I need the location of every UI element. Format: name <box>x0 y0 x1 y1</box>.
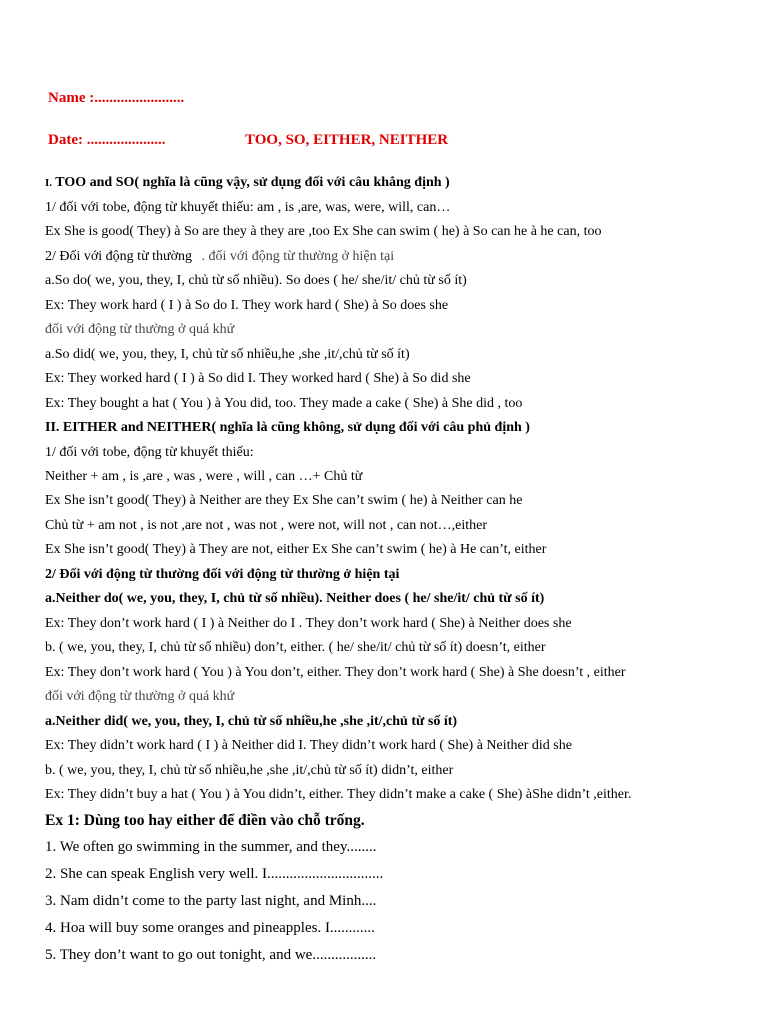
s1-line-2: Ex She is good( They) à So are they à they are ,too Ex She can swim ( he) à So can he à he can, too <box>45 224 602 239</box>
exercise-item: 1. We often go swimming in the summer, and they........ <box>45 839 377 855</box>
exercise-item: 4. Hoa will buy some oranges and pineapples. I............ <box>45 920 375 936</box>
section-1-heading <box>45 174 450 192</box>
s2-line-13: Ex: They didn’t work hard ( I ) à Neither did I. They didn’t work hard ( She) à Neither did she <box>45 738 572 753</box>
s1-line-4: a.So do( we, you, they, I, chủ từ số nhiều). So does ( he/ she/it/ chủ từ số ít) <box>45 273 467 288</box>
s2-line-14: b. ( we, you, they, I, chủ từ số nhiều,he ,she ,it/,chủ từ số ít) didn’t, either <box>45 763 454 778</box>
s2-line-9: b. ( we, you, they, I, chủ từ số nhiều) don’t, either. ( he/ she/it/ chủ từ số ít) doesn’t, either <box>45 640 546 655</box>
section-2-heading: II. EITHER and NEITHER( nghĩa là cũng không, sử dụng đối với câu phủ định ) <box>45 420 530 435</box>
s1-line-6: đối với động từ thường ở quá khứ <box>45 322 235 337</box>
worksheet-title: TOO, SO, EITHER, NEITHER <box>245 132 449 148</box>
s2-line-8: Ex: They don’t work hard ( I ) à Neither do I . They don’t work hard ( She) à Neither does she <box>45 616 572 631</box>
exercise-item: 5. They don’t want to go out tonight, and we................. <box>45 947 377 963</box>
name-line: Name :........................ <box>48 90 185 106</box>
s2-line-12: a.Neither did( we, you, they, I, chủ từ số nhiều,he ,she ,it/,chủ từ số ít) <box>45 714 458 729</box>
s1-line-3a: 2/ Đối với động từ thường <box>45 249 193 264</box>
s2-line-6: 2/ Đối với động từ thường đối với động từ thường ở hiện tại <box>45 567 400 582</box>
s1-line-9: Ex: They bought a hat ( You ) à You did, too. They made a cake ( She) à She did , too <box>45 396 523 411</box>
date-line: Date: ..................... <box>48 132 166 148</box>
s1-line-3 <box>45 248 394 266</box>
s2-line-2: Neither + am , is ,are , was , were , will , can …+ Chủ từ <box>45 469 363 484</box>
s2-line-1: 1/ đối với tobe, động từ khuyết thiếu: <box>45 445 254 460</box>
s2-line-10: Ex: They don’t work hard ( You ) à You don’t, either. They don’t work hard ( She) à She doesn’t , either <box>45 665 626 680</box>
exercise-heading: Ex 1: Dùng too hay either để điền vào chỗ trống. <box>45 812 365 829</box>
s2-line-4: Chủ từ + am not , is not ,are not , was not , were not, will not , can not…,either <box>45 518 488 533</box>
exercise-item: 3. Nam didn’t come to the party last night, and Minh.... <box>45 893 377 909</box>
s1-line-1: 1/ đối với tobe, động từ khuyết thiếu: am , is ,are, was, were, will, can… <box>45 200 451 215</box>
s1-line-8: Ex: They worked hard ( I ) à So did I. They worked hard ( She) à So did she <box>45 371 471 386</box>
exercise-item: 2. She can speak English very well. I............................... <box>45 866 384 882</box>
s2-line-3: Ex She isn’t good( They) à Neither are they Ex She can’t swim ( he) à Neither can he <box>45 493 523 508</box>
s2-line-5: Ex She isn’t good( They) à They are not, either Ex She can’t swim ( he) à He can’t, either <box>45 542 547 557</box>
s2-line-11: đối với động từ thường ở quá khứ <box>45 689 235 704</box>
section-1-prefix: I. <box>45 177 53 189</box>
s1-line-3b: . đối với động từ thường ở hiện tại <box>201 249 395 264</box>
s1-line-5: Ex: They work hard ( I ) à So do I. They work hard ( She) à So does she <box>45 298 449 313</box>
s2-line-15: Ex: They didn’t buy a hat ( You ) à You didn’t, either. They didn’t make a cake ( She) àShe didn’t ,either. <box>45 787 632 802</box>
section-1-title: TOO and SO( nghĩa là cũng vậy, sử dụng đối với câu khẳng định ) <box>55 175 450 190</box>
s2-line-7: a.Neither do( we, you, they, I, chủ từ số nhiều). Neither does ( he/ she/it/ chủ từ số ít) <box>45 591 545 606</box>
s1-line-7: a.So did( we, you, they, I, chủ từ số nhiều,he ,she ,it/,chủ từ số ít) <box>45 347 410 362</box>
